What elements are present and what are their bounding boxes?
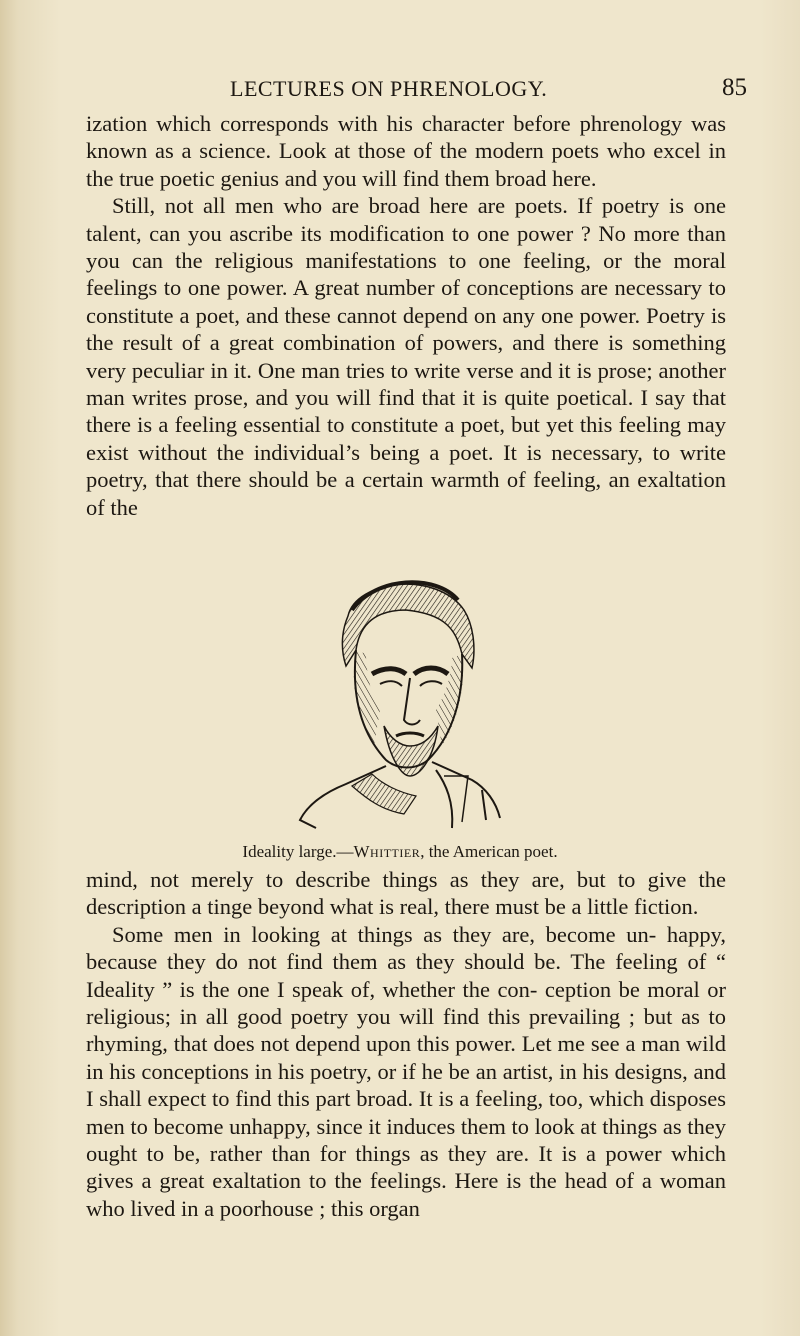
- figure-caption: [0, 842, 800, 862]
- text-block-upper: [86, 110, 726, 521]
- paragraph: mind, not merely to describe things as they are, but to give the description a tinge beyond what is real, there must be a little fiction.: [86, 867, 726, 920]
- running-head: [0, 74, 800, 104]
- paragraph: ization which corresponds with his character before phrenology was known as a science. Look at those of the modern poets who excel in the true poetic genius and you will find them broad here.: [86, 111, 726, 191]
- text-block-lower: [86, 866, 726, 1222]
- caption-prefix: Ideality large.—: [242, 842, 354, 861]
- paragraph: Some men in looking at things as they are, become un- happy, because they do not find them as they should be. The feeling of “ Ideality ” is the one I speak of, whether the con- ception be moral or religious; in all good poetry you will find this prevailing ; but as to rhyming, that does not depend upon this power. Let me see a man wild in his conceptions in his poetry, or if he be an artist, in his designs, and I shall expect to find this part broad. It is a feeling, too, which disposes men to become unhappy, since it induces them to look at things as they ought to be, rather than for things as they are. It is a power which gives a great exaltation to the feelings. Here is the head of a woman who lived in a poorhouse ; this organ: [86, 921, 726, 1221]
- caption-name: Whittier: [353, 842, 421, 861]
- portrait-engraving-icon: [286, 570, 520, 832]
- paragraph: Still, not all men who are broad here are poets. If poetry is one talent, can you ascribe its modification to one power ? No more than you can the religious manifestations to one feeling, or the moral feelings to one power. A great number of conceptions are necessary to constitute a poet, and these cannot depend on any one power. Poetry is the result of a great combination of powers, and there is something very peculiar in it. One man tries to write verse and it is prose; another man writes prose, and you will find that it is quite poetical. I say that there is a feeling essential to constitute a poet, but yet this feeling may exist without the individual’s being a poet. It is necessary, to write poetry, that there should be a certain warmth of feeling, an exaltation of the: [86, 193, 726, 520]
- page-number: 85: [722, 74, 747, 101]
- caption-suffix: , the American poet.: [420, 842, 558, 861]
- running-title: LECTURES ON PHRENOLOGY.: [230, 76, 548, 101]
